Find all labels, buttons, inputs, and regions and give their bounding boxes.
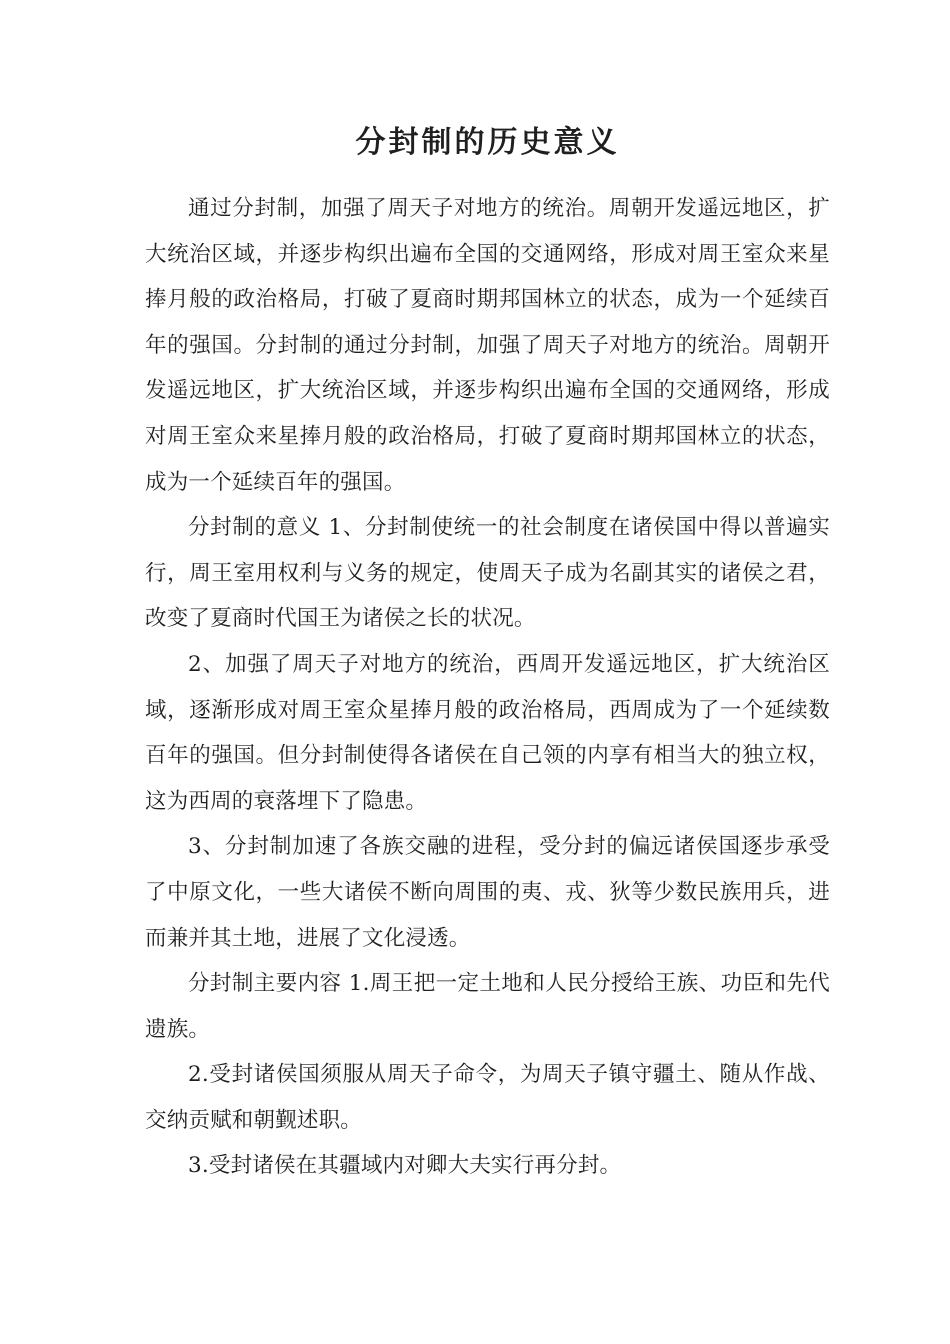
paragraph-4: 3、分封制加速了各族交融的进程，受分封的偏远诸侯国逐步承受了中原文化，一些大诸侯不断向周围的夷、戎、狄等少数民族用兵，进而兼并其土地，进展了文化浸透。 [145, 834, 830, 951]
paragraph-6: 2.受封诸侯国须服从周天子命令，为周天子镇守疆土、随从作战、交纳贡赋和朝觐述职。 [145, 1062, 830, 1133]
paragraph-2: 分封制的意义 1、分封制使统一的社会制度在诸侯国中得以普遍实行，周王室用权利与义务的规定，使周天子成为名副其实的诸侯之君，改变了夏商时代国王为诸侯之长的状况。 [145, 515, 830, 632]
paragraph-1: 通过分封制，加强了周天子对地方的统治。周朝开发遥远地区，扩大统治区域，并逐步构织出遍布全国的交通网络，形成对周王室众来星捧月般的政治格局，打破了夏商时期邦国林立的状态，成为一个延续百年的强国。分封制的通过分封制，加强了周天子对地方的统治。周朝开发遥远地区，扩大统治区域，并逐步构织出遍布全国的交通网络，形成对周王室众来星捧月般的政治格局，打破了夏商时期邦国林立的状态，成为一个延续百年的强国。 [145, 196, 830, 495]
document-title: 分封制的历史意义 [355, 125, 620, 160]
paragraph-5: 分封制主要内容 1.周王把一定土地和人民分授给王族、功臣和先代遗族。 [145, 971, 830, 1042]
paragraph-3: 2、加强了周天子对地方的统治，西周开发遥远地区，扩大统治区域，逐渐形成对周王室众星捧月般的政治格局，西周成为了一个延续数百年的强国。但分封制使得各诸侯在自己领的内享有相当大的独立权，这为西周的衰落埋下了隐患。 [145, 651, 830, 814]
paragraph-7: 3.受封诸侯在其疆域内对卿大夫实行再分封。 [188, 1153, 622, 1179]
